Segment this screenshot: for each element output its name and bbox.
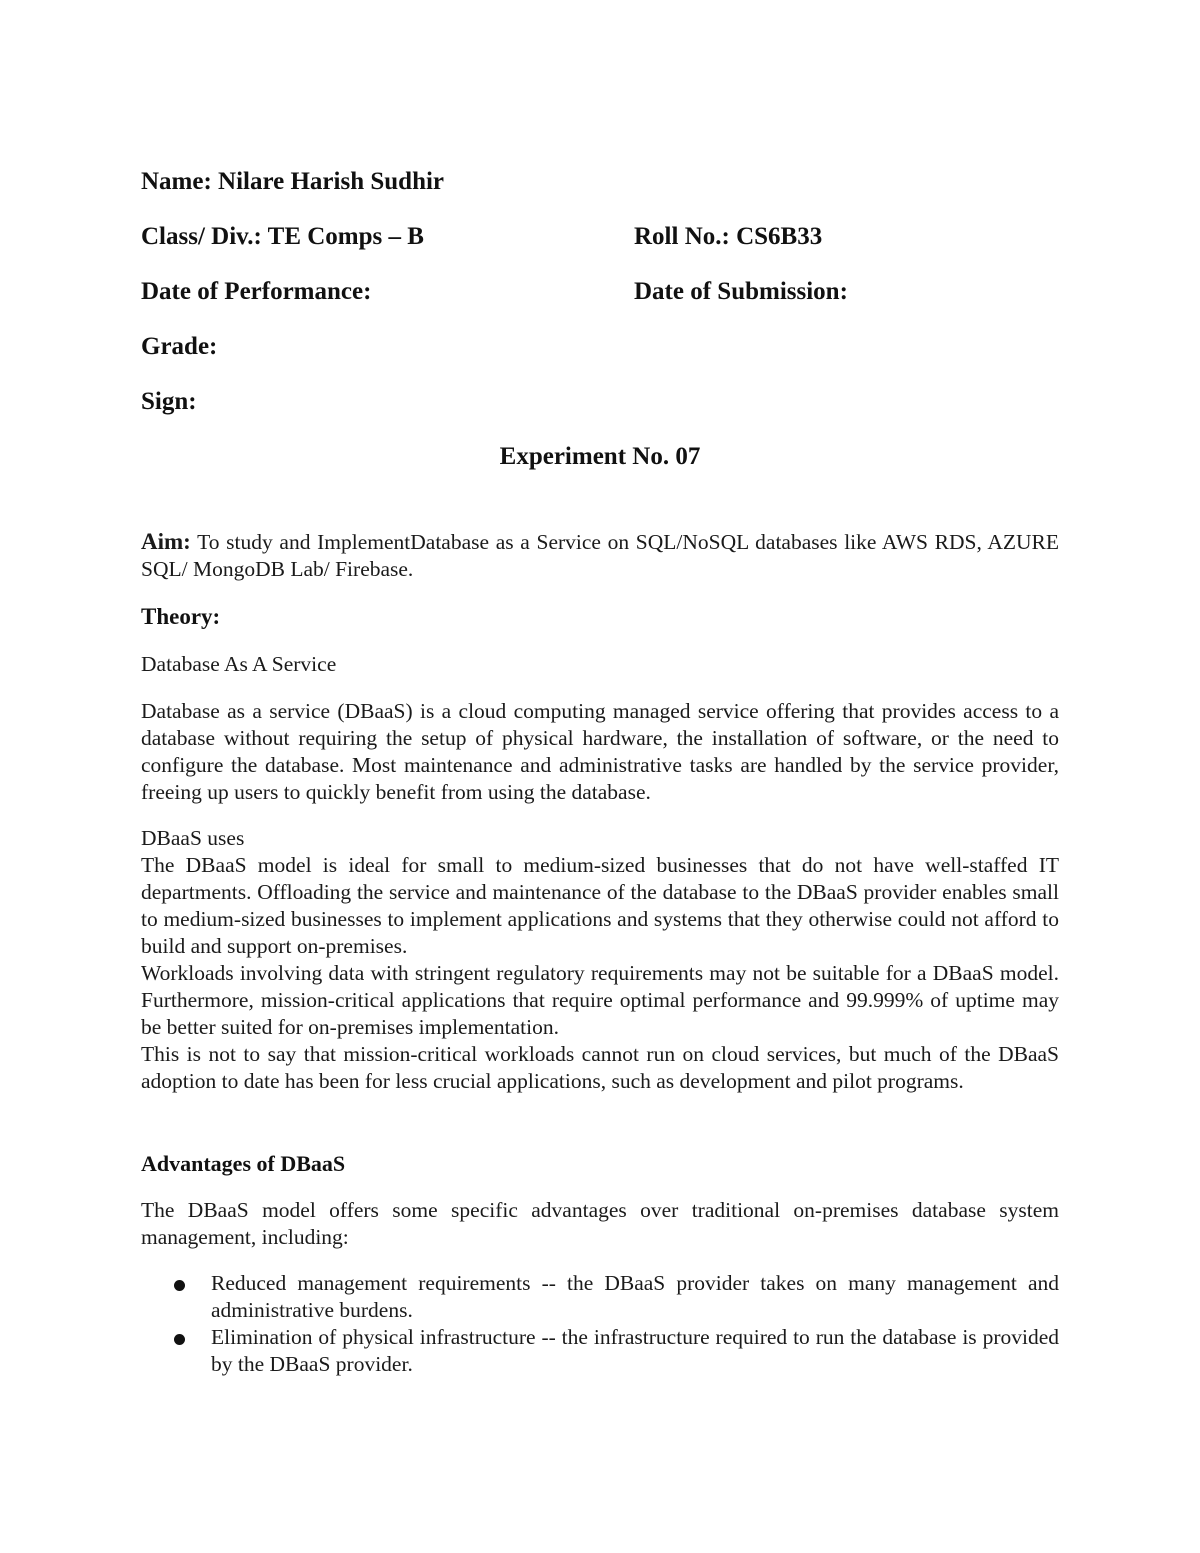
uses-heading: DBaaS uses <box>141 826 245 850</box>
advantages-intro: The DBaaS model offers some specific advantages over traditional on-premises database system management, including: <box>141 1198 1059 1249</box>
experiment-title: Experiment No. 07 <box>499 443 701 470</box>
student-name: Name: Nilare Harish Sudhir <box>141 168 445 195</box>
bullet-icon <box>174 1280 185 1291</box>
class-division: Class/ Div.: TE Comps – B <box>141 223 424 250</box>
aim-paragraph <box>141 528 1059 583</box>
uses-paragraph-2: Workloads involving data with stringent regulatory requirements may not be suitable for a DBaaS model. Furthermore, mission-critical applications that require optimal performance and 99.999% of uptime may be better suited for on-premises implementation. <box>141 961 1059 1039</box>
list-item-text: Reduced management requirements -- the DBaaS provider takes on many management and administrative burdens. <box>211 1271 1059 1322</box>
date-of-performance: Date of Performance: <box>141 278 372 305</box>
bullet-icon <box>174 1334 185 1345</box>
sign-label: Sign: <box>141 388 197 415</box>
theory-subheading: Database As A Service <box>141 652 337 676</box>
list-item-text: Elimination of physical infrastructure -- the infrastructure required to run the database is provided by the DBaaS provider. <box>211 1325 1059 1376</box>
aim-label: Aim: <box>141 529 191 554</box>
aim-text: To study and ImplementDatabase as a Service on SQL/NoSQL databases like AWS RDS, AZURE SQL/ MongoDB Lab/ Firebase. <box>141 530 1059 581</box>
theory-paragraph-1: Database as a service (DBaaS) is a cloud computing managed service offering that provides access to a database without requiring the setup of physical hardware, the installation of software, or the need to configure the database. Most maintenance and administrative tasks are handled by the service provider, freeing up users to quickly benefit from using the database. <box>141 699 1059 804</box>
roll-number: Roll No.: CS6B33 <box>634 223 823 250</box>
advantages-title: Advantages of DBaaS <box>141 1151 346 1176</box>
date-of-submission: Date of Submission: <box>634 278 848 305</box>
uses-paragraph-1: The DBaaS model is ideal for small to medium-sized businesses that do not have well-staffed IT departments. Offloading the service and maintenance of the database to the DBaaS provider enables small to medium-sized businesses to implement applications and systems that they otherwise could not afford to build and support on-premises. <box>141 853 1059 958</box>
uses-section <box>141 825 1059 1095</box>
uses-paragraph-3: This is not to say that mission-critical workloads cannot run on cloud services, but much of the DBaaS adoption to date has been for less crucial applications, such as development and pilot programs. <box>141 1042 1059 1093</box>
grade-label: Grade: <box>141 333 218 360</box>
theory-title: Theory: <box>141 604 221 629</box>
